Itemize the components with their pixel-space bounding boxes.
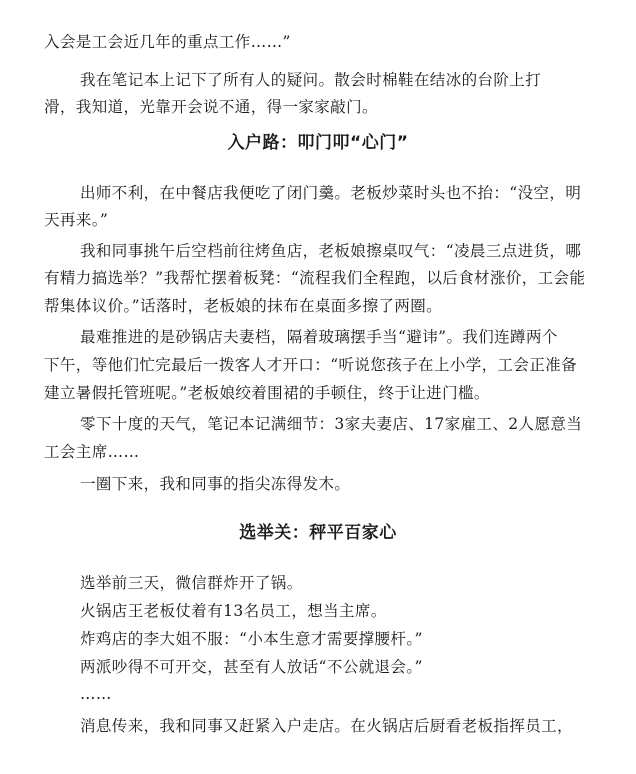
paragraph-line: 工会主席…… bbox=[44, 443, 140, 461]
paragraph-line: 最难推进的是砂锅店夫妻档，隔着玻璃摆手当“避讳”。我们连蹲两个 bbox=[80, 328, 558, 346]
section-heading-rumen: 入户路：叩门叩“心门” bbox=[227, 133, 409, 153]
paragraph-line: 天再来。” bbox=[44, 211, 109, 229]
paragraph-line: 消息传来，我和同事又赶紧入户走店。在火锅店后厨看老板指挥员工， bbox=[80, 717, 573, 735]
paragraph-line: 帮集体议价。”话落时，老板娘的抹布在桌面多擦了两圈。 bbox=[44, 297, 443, 315]
paragraph-line: 建立暑假托管班呢。”老板娘绞着围裙的手顿住，终于让进门槛。 bbox=[44, 384, 490, 402]
paragraph-line: 我和同事挑午后空档前往烤鱼店，老板娘擦桌叹气：“凌晨三点进货，哪 bbox=[80, 242, 582, 260]
paragraph-line: 两派吵得不可开交，甚至有人放话“不公就退会。” bbox=[80, 658, 423, 676]
paragraph-line: 滑，我知道，光靠开会说不通，得一家家敲门。 bbox=[44, 98, 378, 116]
paragraph-line: 我在笔记本上记下了所有人的疑问。散会时棉鞋在结冰的台阶上打 bbox=[80, 71, 542, 89]
paragraph-line: 一圈下来，我和同事的指尖冻得发木。 bbox=[80, 475, 351, 493]
paragraph-line: 出师不利，在中餐店我便吃了闭门羹。老板炒菜时头也不抬：“没空，明 bbox=[80, 184, 582, 202]
paragraph-line: 炸鸡店的李大姐不服：“小本生意才需要撑腰杆。” bbox=[80, 630, 423, 648]
paragraph-line: …… bbox=[80, 685, 112, 703]
section-heading-xuanju: 选举关：秤平百家心 bbox=[239, 523, 397, 543]
paragraph-line: 零下十度的天气，笔记本记满细节：3家夫妻店、17家雇工、2人愿意当 bbox=[80, 415, 583, 433]
paragraph-line: 有精力搞选举？”我帮忙摆着板凳：“流程我们全程跑，以后食材涨价，工会能 bbox=[44, 269, 586, 287]
paragraph-line: 入会是工会近几年的重点工作……” bbox=[44, 33, 291, 51]
paragraph-line: 下午，等他们忙完最后一拨客人才开口：“听说您孩子在上小学，工会正准备 bbox=[44, 356, 578, 374]
paragraph-line: 火锅店王老板仗着有13名员工，想当主席。 bbox=[80, 602, 387, 620]
paragraph-line: 选举前三天，微信群炸开了锅。 bbox=[80, 574, 303, 592]
